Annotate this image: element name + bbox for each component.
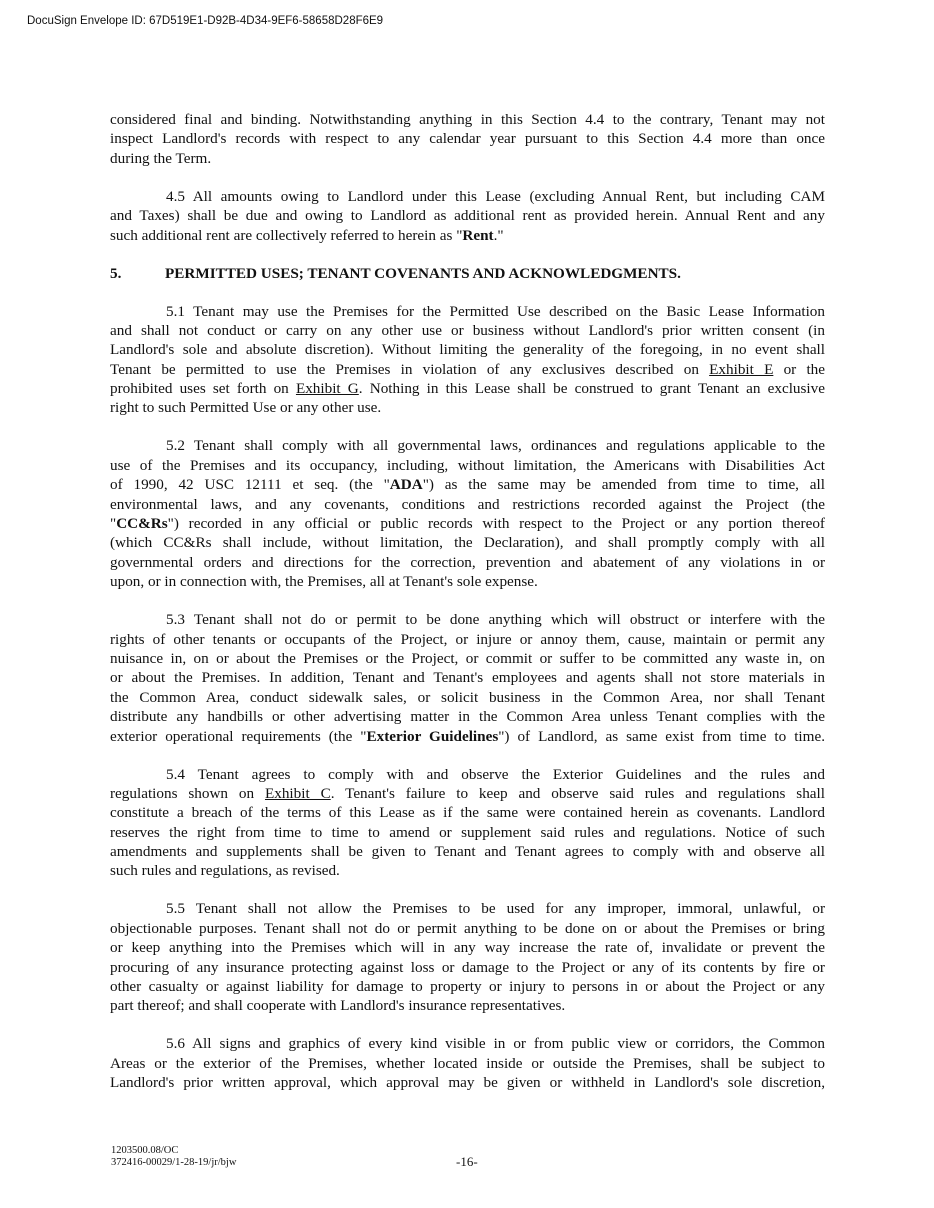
paragraph-5-4 bbox=[110, 765, 825, 881]
paragraph-5-3 bbox=[110, 610, 825, 746]
text-line: 5.6 All signs and graphics of every kind visible in or from public view or corridors, the Common bbox=[166, 1035, 825, 1053]
text-line: the Common Area, conduct sidewalk sales, or solicit business in the Common Area, nor shall Tenant bbox=[110, 688, 825, 706]
text-line: and Taxes) shall be due and owing to Landlord as additional rent as provided herein. Annual Rent and any bbox=[110, 207, 825, 225]
paragraph-4-4-continued bbox=[110, 110, 825, 168]
text-line: prohibited uses set forth on Exhibit G. Nothing in this Lease shall be construed to grant Tenant an exclusive bbox=[110, 380, 825, 398]
text-line: 4.5 All amounts owing to Landlord under this Lease (excluding Annual Rent, but including CAM bbox=[166, 187, 825, 205]
page-number: -16- bbox=[456, 1154, 478, 1169]
text-line: part thereof; and shall cooperate with Landlord's insurance representatives. bbox=[110, 997, 566, 1015]
section-5-heading bbox=[110, 264, 825, 283]
text-line: Tenant be permitted to use the Premises in violation of any exclusives described on Exhibit E or the bbox=[110, 360, 825, 378]
paragraph-5-1 bbox=[110, 302, 825, 418]
paragraph-5-6 bbox=[110, 1034, 825, 1092]
paragraph-4-5 bbox=[110, 187, 825, 245]
text-line: 5.1 Tenant may use the Premises for the Permitted Use described on the Basic Lease Information bbox=[166, 302, 825, 320]
text-line: upon, or in connection with, the Premises, all at Tenant's sole expense. bbox=[110, 573, 538, 591]
document-page-body bbox=[110, 110, 825, 1093]
text-line: other casualty or against liability for damage to property or injury to persons in or about the Project or any bbox=[110, 978, 825, 995]
text-line: such rules and regulations, as revised. bbox=[110, 862, 340, 880]
section-number: 5. bbox=[110, 264, 122, 282]
text-line: such additional rent are collectively referred to herein as "Rent." bbox=[110, 226, 504, 244]
text-line: considered final and binding. Notwithstanding anything in this Section 4.4 to the contrary, Tenant may not bbox=[110, 111, 825, 128]
text-line: "CC&Rs") recorded in any official or public records with respect to the Project or any portion thereof bbox=[110, 515, 825, 533]
text-line: distribute any handbills or other advertising matter in the Common Area unless Tenant complies with the bbox=[110, 708, 825, 726]
text-line: procuring of any insurance protecting against loss or damage to the Project or any of its contents by fire or bbox=[110, 958, 825, 976]
text-line: use of the Premises and its occupancy, including, without limitation, the Americans with Disabilities Act bbox=[110, 456, 825, 474]
text-line: (which CC&Rs shall include, without limitation, the Declaration), and shall promptly comply with all bbox=[110, 534, 825, 552]
exhibit-c-reference: Exhibit C bbox=[264, 784, 331, 802]
defined-term-ccrs: CC&Rs bbox=[116, 515, 168, 533]
text-line: 5.4 Tenant agrees to comply with and observe the Exterior Guidelines and the rules and bbox=[166, 765, 825, 783]
defined-term-ada: ADA bbox=[389, 476, 423, 494]
text-line: environmental laws, and any covenants, conditions and restrictions recorded against the Project (the bbox=[110, 495, 825, 513]
text-line: and shall not conduct or carry on any other use or business without Landlord's prior written consent (in bbox=[110, 321, 825, 339]
text-line: or about the Premises. In addition, Tenant and Tenant's employees and agents shall not store materials in bbox=[110, 669, 825, 687]
text-line: right to such Permitted Use or any other use. bbox=[110, 399, 382, 417]
text-line: 5.2 Tenant shall comply with all governmental laws, ordinances and regulations applicable to the bbox=[166, 437, 825, 455]
footer-reference bbox=[111, 1145, 236, 1169]
exhibit-g-reference: Exhibit G bbox=[295, 380, 359, 398]
text-line: constitute a breach of the terms of this Lease as if the same were contained herein as covenants. Landlord bbox=[110, 804, 825, 822]
text-line: Landlord's prior written approval, which approval may be given or withheld in Landlord's sole discretion, bbox=[110, 1074, 825, 1092]
paragraph-5-5 bbox=[110, 899, 825, 1015]
text-line: objectionable purposes. Tenant shall not do or permit anything to be done on or about the Premises or bring bbox=[110, 919, 825, 937]
text-line: Landlord's sole and absolute discretion). Without limiting the generality of the foregoing, in no event shall bbox=[110, 341, 825, 359]
text-line: exterior operational requirements (the "Exterior Guidelines") of Landlord, as same exist from time to time. bbox=[110, 727, 825, 745]
defined-term-rent: Rent bbox=[462, 226, 494, 244]
docusign-envelope-id: DocuSign Envelope ID: 67D519E1-D92B-4D34-9EF6-58658D28F6E9 bbox=[27, 15, 384, 27]
text-line: rights of other tenants or occupants of the Project, or injure or annoy them, cause, maintain or permit any bbox=[110, 630, 825, 648]
text-line: of 1990, 42 USC 12111 et seq. (the "ADA") as the same may be amended from time to time, all bbox=[110, 476, 825, 494]
text-line: governmental orders and directions for the correction, prevention and abatement of any violations in or bbox=[110, 553, 825, 571]
text-line: reserves the right from time to time to amend or supplement said rules and regulations. Notice of such bbox=[110, 823, 825, 841]
footer-file-ref: 372416-00029/1-28-19/jr/bjw bbox=[111, 1157, 237, 1168]
text-line: 5.5 Tenant shall not allow the Premises to be used for any improper, immoral, unlawful, or bbox=[166, 900, 825, 918]
text-line: 5.3 Tenant shall not do or permit to be done anything which will obstruct or interfere with the bbox=[166, 611, 825, 629]
defined-term-exterior-guidelines: Exterior Guidelines bbox=[366, 727, 499, 745]
paragraph-5-2 bbox=[110, 436, 825, 591]
text-line: or keep anything into the Premises which will in any way increase the rate of, invalidate or prevent the bbox=[110, 939, 825, 957]
exhibit-e-reference: Exhibit E bbox=[709, 360, 774, 378]
text-line: inspect Landlord's records with respect to any calendar year pursuant to this Section 4.4 more than once bbox=[110, 130, 825, 148]
text-line: during the Term. bbox=[110, 149, 212, 167]
text-line: nuisance in, on or about the Premises or the Project, or commit or suffer to be committed any waste in, on bbox=[110, 649, 825, 667]
text-line: regulations shown on Exhibit C. Tenant's failure to keep and observe said rules and regulations shall bbox=[110, 784, 825, 802]
text-line: amendments and supplements shall be given to Tenant and Tenant agrees to comply with and observe all bbox=[110, 843, 825, 861]
section-title: PERMITTED USES; TENANT COVENANTS AND ACKNOWLEDGMENTS. bbox=[165, 264, 681, 282]
footer-doc-number: 1203500.08/OC bbox=[111, 1145, 179, 1156]
text-line: Areas or the exterior of the Premises, whether located inside or outside the Premises, shall be subject to bbox=[110, 1054, 825, 1072]
